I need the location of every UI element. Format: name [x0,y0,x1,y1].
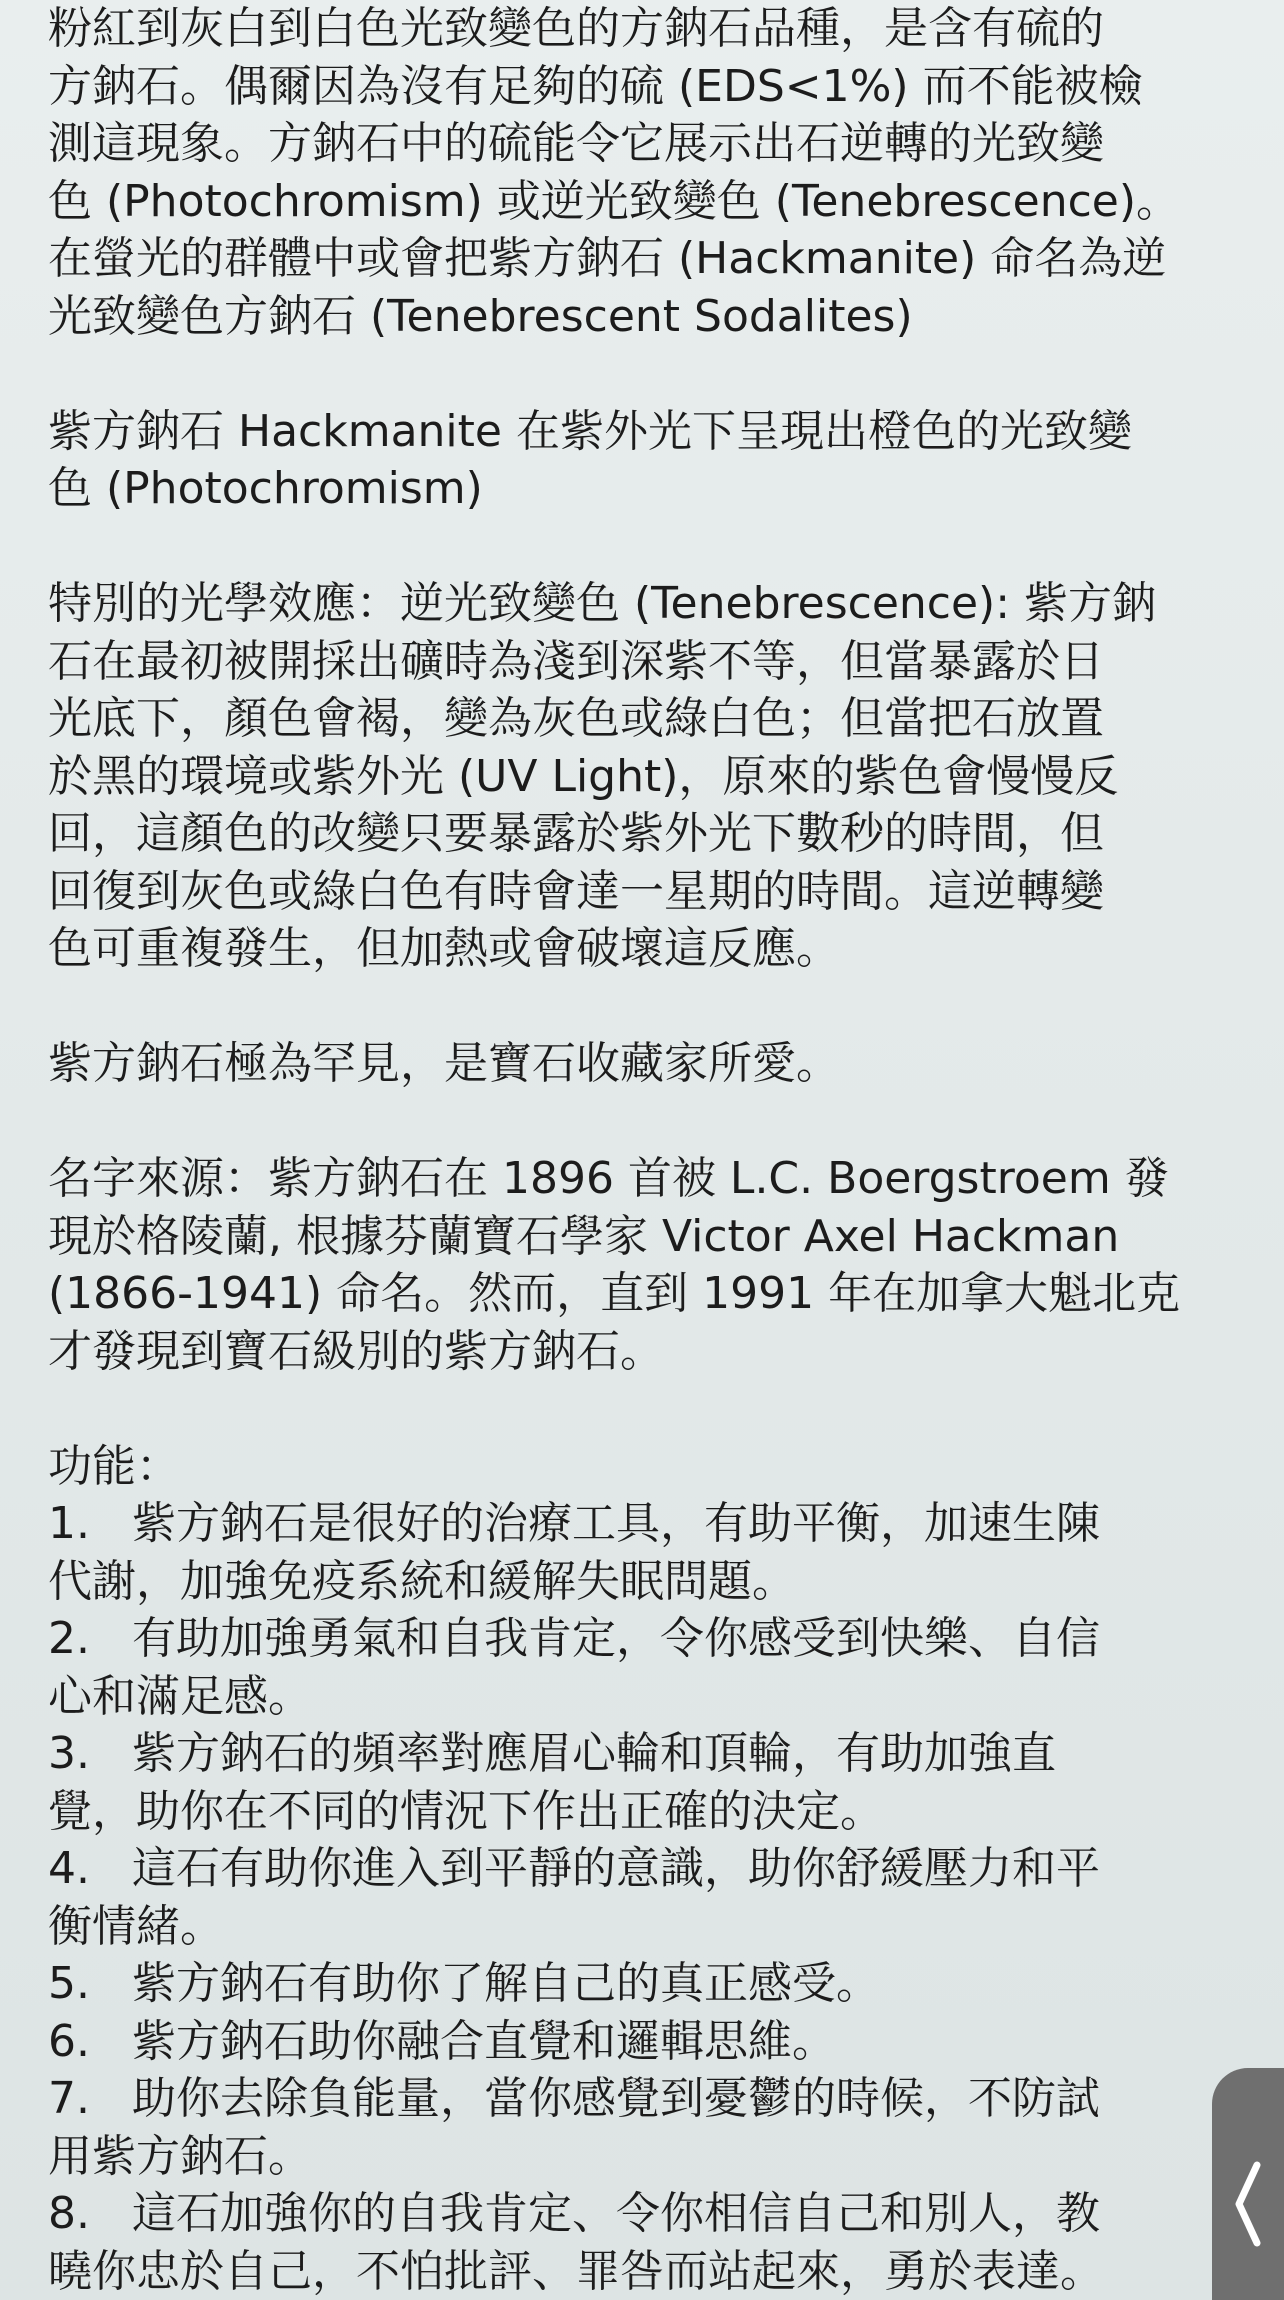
list-item-number: 2. [48,1613,90,1664]
list-item-number: 7. [48,2073,90,2124]
article-body [48,0,1238,2300]
list-item-text-continued: 心和滿足感。 [48,1670,312,1722]
list-item-text-continued: 代謝，加強免疫系統和緩解失眠問題。 [48,1555,796,1607]
list-item-text: 這石加強你的自我肯定、令你相信自己和別人，教 [132,2188,1100,2239]
functions-heading: 功能： [48,1440,180,1492]
paragraph-intro: 粉紅到灰白到白色光致變色的方鈉石品種，是含有硫的 方鈉石。偶爾因為沒有足夠的硫 (EDS<1%) 而不能被檢 測這現象。方鈉石中的硫能令它展示出石逆轉的光致變 色 (Photochromism) 或逆光致變色 (Tenebrescence)。 在螢光的群體中或會把紫方鈉石 (Hackmanite) 命名為逆 光致變色方鈉石 (Tenebrescent Sodalites) [48,3,1181,342]
list-item-text: 紫方鈉石有助你了解自己的真正感受。 [132,1958,880,2009]
list-item-number: 6. [48,2015,90,2067]
list-item [48,2070,1238,2185]
list-item [48,1495,1238,1610]
list-item-text: 紫方鈉石助你融合直覺和邏輯思維。 [132,2015,836,2067]
list-item-text-continued: 曉你忠於自己，不怕批評、罪咎而站起來，勇於表達。 [48,2245,1104,2297]
list-item-text-continued: 衡情緒。 [48,1900,224,1952]
list-item-number: 3. [48,1728,90,1779]
paragraph-photochromism: 紫方鈉石 Hackmanite 在紫外光下呈現出橙色的光致變 色 (Photochromism) [48,405,1132,514]
paragraph-name-origin: 名字來源：紫方鈉石在 1896 首被 L.C. Boergstroem 發 現於格陵蘭, 根據芬蘭寶石學家 Victor Axel Hackman (1866-1941) 命名。然而，直到 1991 年在加拿大魁北克 才發現到寶石級別的紫方鈉石。 [48,1153,1181,1377]
list-item [48,1610,1238,1725]
chevron-left-icon [1233,2161,1263,2247]
paragraph-gap [48,1380,1238,1438]
list-item-number: 1. [48,1498,90,1549]
list-item [48,1840,1238,1955]
list-item-text: 助你去除負能量，當你感覺到憂鬱的時候，不防試 [132,2073,1100,2124]
list-item [48,1725,1238,1840]
paragraph-gap [48,345,1238,403]
list-item-text: 有助加強勇氣和自我肯定，令你感受到快樂、自信 [132,1613,1100,1664]
paragraph-tenebrescence: 特別的光學效應：逆光致變色 (Tenebrescence): 紫方鈉 石在最初被開採出礦時為淺到深紫不等，但當暴露於日 光底下，顏色會褐，變為灰色或綠白色；但當把石放置 於黑的環境或紫外光 (UV Light)，原來的紫色會慢慢反 回，這顏色的改變只要暴露於紫外光下數秒的時間，但 回復到灰色或綠白色有時會達一星期的時間。這逆轉變 色可重複發生，但加熱或會破壞這反應。 [48,578,1157,974]
list-item-text: 紫方鈉石的頻率對應眉心輪和頂輪，有助加強直 [132,1728,1056,1779]
list-item-text: 這石有助你進入到平靜的意識，助你舒緩壓力和平 [132,1843,1100,1894]
functions-list [48,1495,1238,2300]
list-item-number: 4. [48,1843,90,1894]
list-item-number: 8. [48,2188,90,2239]
list-item-text-continued: 用紫方鈉石。 [48,2130,312,2182]
list-item-number: 5. [48,1958,90,2009]
list-item [48,1955,1238,2013]
list-item [48,2013,1238,2071]
paragraph-gap [48,1093,1238,1151]
list-item [48,2185,1238,2300]
paragraph-gap [48,518,1238,576]
paragraph-gap [48,978,1238,1036]
list-item-text: 紫方鈉石是很好的治療工具，有助平衡，加速生陳 [132,1498,1100,1549]
paragraph-rarity: 紫方鈉石極為罕見，是寶石收藏家所愛。 [48,1038,840,1089]
list-item-text-continued: 覺，助你在不同的情況下作出正確的決定。 [48,1785,884,1837]
back-button[interactable] [1212,2068,1284,2300]
